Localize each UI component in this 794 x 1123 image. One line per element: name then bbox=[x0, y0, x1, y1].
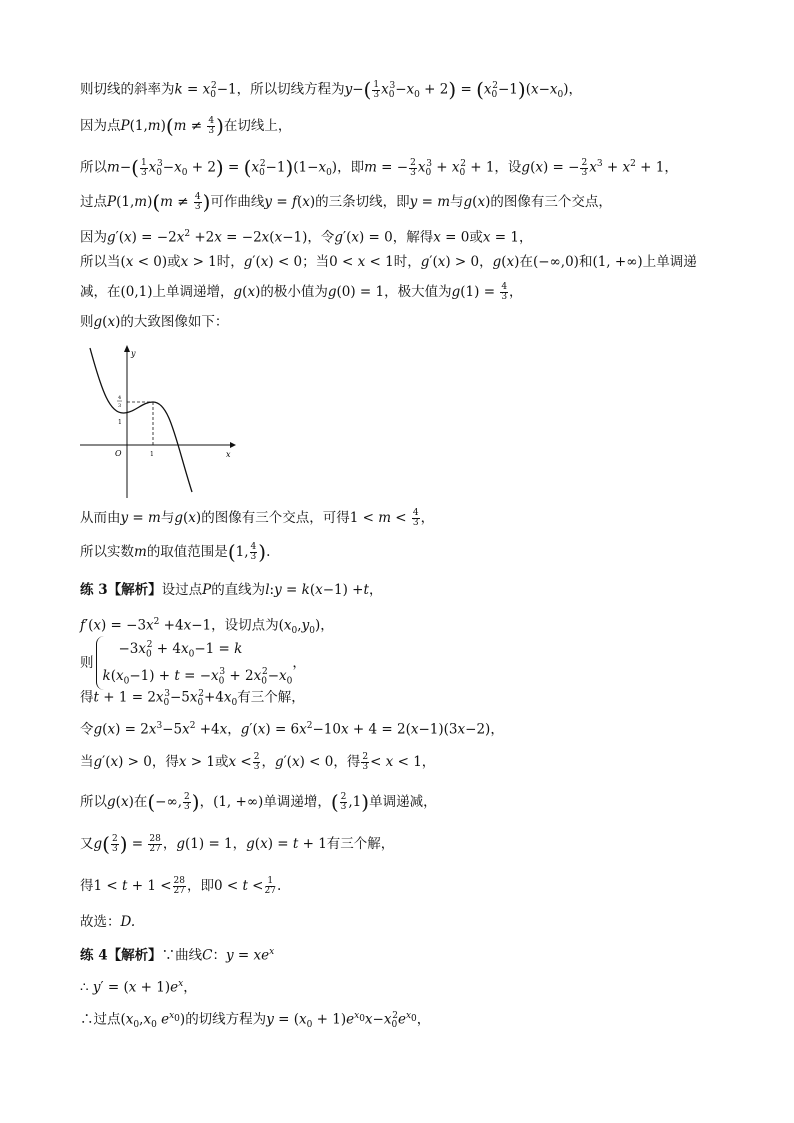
cubic-function-graph bbox=[80, 342, 240, 498]
text: 因为点 bbox=[80, 118, 121, 134]
origin-label: O bbox=[115, 449, 122, 458]
text: ，令 bbox=[307, 229, 335, 246]
text: 有三个解， bbox=[237, 689, 305, 706]
line-17: 所以g(x)在(−∞, $\frac{2}{3}$ )，(1, +∞)单调递增，( $\frac{2}{3}$ ,1)单调递减， bbox=[80, 790, 437, 814]
text: 得 bbox=[80, 689, 94, 706]
line-12: $f'(x) = -3x^2 +4x-1$，设切点为$(x_0,y_0)$， bbox=[80, 617, 334, 637]
text: ， bbox=[568, 81, 583, 98]
text: 过点 bbox=[80, 194, 107, 210]
text: ，即 bbox=[186, 878, 214, 894]
text: ∴ bbox=[80, 979, 93, 996]
text: 则 bbox=[80, 655, 94, 672]
text: 得 bbox=[80, 878, 94, 894]
line-6: 所以当(x < 0)或x > 1时，g′(x) < 0；当0 < x < 1时，g′(x) > 0，g(x)在(−∞,0)和(1, +∞)上单调递 bbox=[80, 254, 697, 270]
text: 则切线的斜率为 bbox=[80, 81, 175, 98]
text: 所以实数 bbox=[80, 544, 134, 560]
text: ，解得 bbox=[392, 229, 434, 246]
text: ： bbox=[212, 947, 226, 964]
line-22: ∴ $y' = (x + 1)e^x$， bbox=[80, 979, 197, 996]
line-3: 所以m−( $\frac{1}{3}$ $x_0^3-x_0 + 2) = (x_0^2-1)(1-x_0)$，即m = − $\frac{2}{3}$ $x_0^3 + x_0^2 + 1$，设g(x) = − $\frac{2}{3}$ $x^3 + x^2 + 1$， bbox=[80, 155, 678, 180]
text: 在 bbox=[519, 254, 533, 270]
line-2: 因为点P(1,m)(m ≠ $\frac{4}{3}$ )在切线上， bbox=[80, 114, 292, 138]
text: ∴过点 bbox=[80, 1011, 121, 1028]
text: ，设 bbox=[494, 159, 522, 176]
text: ， bbox=[416, 1011, 431, 1028]
curve bbox=[90, 348, 192, 492]
text: ， bbox=[261, 754, 275, 770]
line-15: 令$g(x) = 2x^3-5x^2 +4x$，$g'(x) = 6x^2-10x + 4 = 2(x-1)(3x-2)$， bbox=[80, 721, 504, 738]
line-1: 则切线的斜率为$k = x_0^2-1$，所以切线方程为y−( $\frac{1}{3}$ $x_0^3-x_0 + 2) = (x_0^2-1)(x-x_0)$， bbox=[80, 77, 583, 102]
text: 的切线方程为 bbox=[185, 1011, 267, 1028]
text: 从而由 bbox=[80, 510, 121, 526]
line-10: 所以实数m的取值范围是(1, $\frac{4}{3}$ ). bbox=[80, 540, 271, 564]
text: 故选： bbox=[80, 914, 121, 930]
text: ， bbox=[183, 979, 197, 996]
y-tick-4-3-num: 4 bbox=[118, 395, 122, 401]
line-16: 当g′(x) > 0，得x > 1或x < $\frac{2}{3}$ ，g′(x) < 0，得 $\frac{2}{3}$ < x < 1， bbox=[80, 752, 436, 772]
line-4: 过点P(1,m)(m ≠ $\frac{4}{3}$ )可作曲线y = f(x)的三条切线，即y = m与g(x)的图像有三个交点， bbox=[80, 190, 612, 214]
text: ；当 bbox=[302, 254, 330, 270]
text: ， bbox=[232, 836, 247, 852]
text: ，得 bbox=[151, 754, 179, 770]
text: 因为 bbox=[80, 229, 107, 246]
text: ， bbox=[320, 617, 334, 634]
text: 所以 bbox=[80, 794, 107, 810]
text: 与 bbox=[160, 510, 175, 526]
text: 设过点 bbox=[161, 582, 203, 598]
line-20 bbox=[80, 912, 135, 932]
text: ， bbox=[518, 229, 533, 246]
text: . bbox=[276, 878, 282, 894]
text: 则 bbox=[80, 314, 94, 330]
line-8: 则g(x)的大致图像如下： bbox=[80, 314, 229, 330]
text: . bbox=[266, 544, 271, 560]
text: 的大致图像如下： bbox=[120, 314, 229, 330]
text: 又 bbox=[80, 836, 94, 852]
text: 令 bbox=[80, 721, 94, 738]
text: ， bbox=[479, 254, 493, 270]
text: 在 bbox=[133, 794, 148, 810]
text: ， bbox=[227, 721, 241, 738]
text: ， bbox=[162, 836, 177, 852]
text: 时， bbox=[393, 254, 421, 270]
text: 或 bbox=[469, 229, 483, 246]
y-tick-1: 1 bbox=[118, 419, 122, 426]
line-9: 从而由y = m与g(x)的图像有三个交点，可得1 < m < $\frac{4}{3}$ ， bbox=[80, 508, 435, 528]
line-5: 因为$g'(x) = -2x^2 +2x = -2x(x-1)$，令g′(x) = 0，解得x = 0或x = 1， bbox=[80, 229, 533, 246]
text: ， bbox=[490, 721, 504, 738]
line-19: 得1 < t + 1 < $\frac{28}{27}$ ，即0 < t < $\frac{1}{27}$ . bbox=[80, 876, 282, 896]
text: 的图像有三个交点，可得 bbox=[201, 510, 350, 526]
text: 单调递减， bbox=[369, 794, 437, 810]
text: ， bbox=[368, 582, 383, 598]
line-7: 减，在(0,1)上单调递增，g(x)的极小值为g(0) = 1，极大值为g(1) = $\frac{4}{3}$ ， bbox=[80, 282, 523, 302]
y-tick-4-3-den: 3 bbox=[118, 403, 122, 409]
text: ，得 bbox=[333, 754, 361, 770]
text: 和 bbox=[578, 254, 593, 270]
text: ∵曲线 bbox=[161, 947, 203, 964]
text: ， bbox=[421, 754, 436, 770]
line-13 bbox=[80, 636, 306, 690]
exercise-4-tag: 练 4【解析】 bbox=[80, 947, 162, 964]
text: ，所以切线方程为 bbox=[236, 81, 345, 98]
line-21: 练 4【解析】∵曲线C：$y = xe^x$ bbox=[80, 947, 275, 964]
text: 的三条切线，即 bbox=[315, 194, 410, 210]
text: 当 bbox=[80, 754, 94, 770]
text: ， bbox=[509, 284, 523, 300]
text: 或 bbox=[214, 754, 229, 770]
text: ， bbox=[664, 159, 678, 176]
text: 所以当 bbox=[80, 254, 121, 270]
text: ， bbox=[292, 655, 306, 672]
y-axis-arrow bbox=[124, 345, 130, 352]
text: 与 bbox=[450, 194, 464, 210]
y-axis-label: y bbox=[131, 349, 136, 358]
text: 所以 bbox=[80, 159, 107, 176]
text: 有三个解， bbox=[326, 836, 395, 852]
text: 的极小值为 bbox=[260, 284, 328, 300]
line-18: 又g( $\frac{2}{3}$ ) = $\frac{28}{27}$ ，g(1) = 1，g(x) = t + 1有三个解， bbox=[80, 832, 395, 856]
exercise-3-tag: 练 3【解析】 bbox=[80, 582, 162, 598]
text: ，极大值为 bbox=[384, 284, 452, 300]
line-11: 练 3【解析】设过点P的直线为l:y = k(x−1) +t， bbox=[80, 582, 383, 598]
text: ，即 bbox=[337, 159, 365, 176]
text: 的直线为 bbox=[211, 582, 266, 598]
text: 上单调递 bbox=[642, 254, 697, 270]
text: 或 bbox=[167, 254, 181, 270]
line-23: ∴过点($x_0,x_0$ $e^{x_0}$)的切线方程为$y = (x_0 + 1)e^{x_0}x-x_0^2e^{x_0}$， bbox=[80, 1011, 431, 1031]
text: 减，在 bbox=[80, 284, 121, 300]
text: 上单调递增， bbox=[152, 284, 234, 300]
text: 的图像有三个交点， bbox=[490, 194, 612, 210]
text: ，设切点为 bbox=[211, 617, 279, 634]
answer-choice: D. bbox=[120, 914, 136, 930]
text: 时， bbox=[216, 254, 244, 270]
text: 单调递增， bbox=[263, 794, 331, 810]
x-tick-1: 1 bbox=[150, 451, 154, 458]
text: ， bbox=[199, 794, 214, 810]
text: 在切线上， bbox=[223, 118, 292, 134]
text: 的取值范围是 bbox=[146, 544, 228, 560]
text: 可作曲线 bbox=[210, 194, 265, 210]
text: ， bbox=[420, 510, 435, 526]
x-axis-arrow bbox=[230, 442, 236, 448]
line-14: 得$t + 1 = 2x_0^3-5x_0^2+4x_0$有三个解， bbox=[80, 689, 305, 709]
equation-system: $-3x_0^2 + 4x_0-1 = k$ $k(x_0-1) + t = -x_0^3 + 2x_0^2-x_0$ bbox=[96, 636, 293, 690]
x-axis-label: x bbox=[226, 450, 231, 459]
